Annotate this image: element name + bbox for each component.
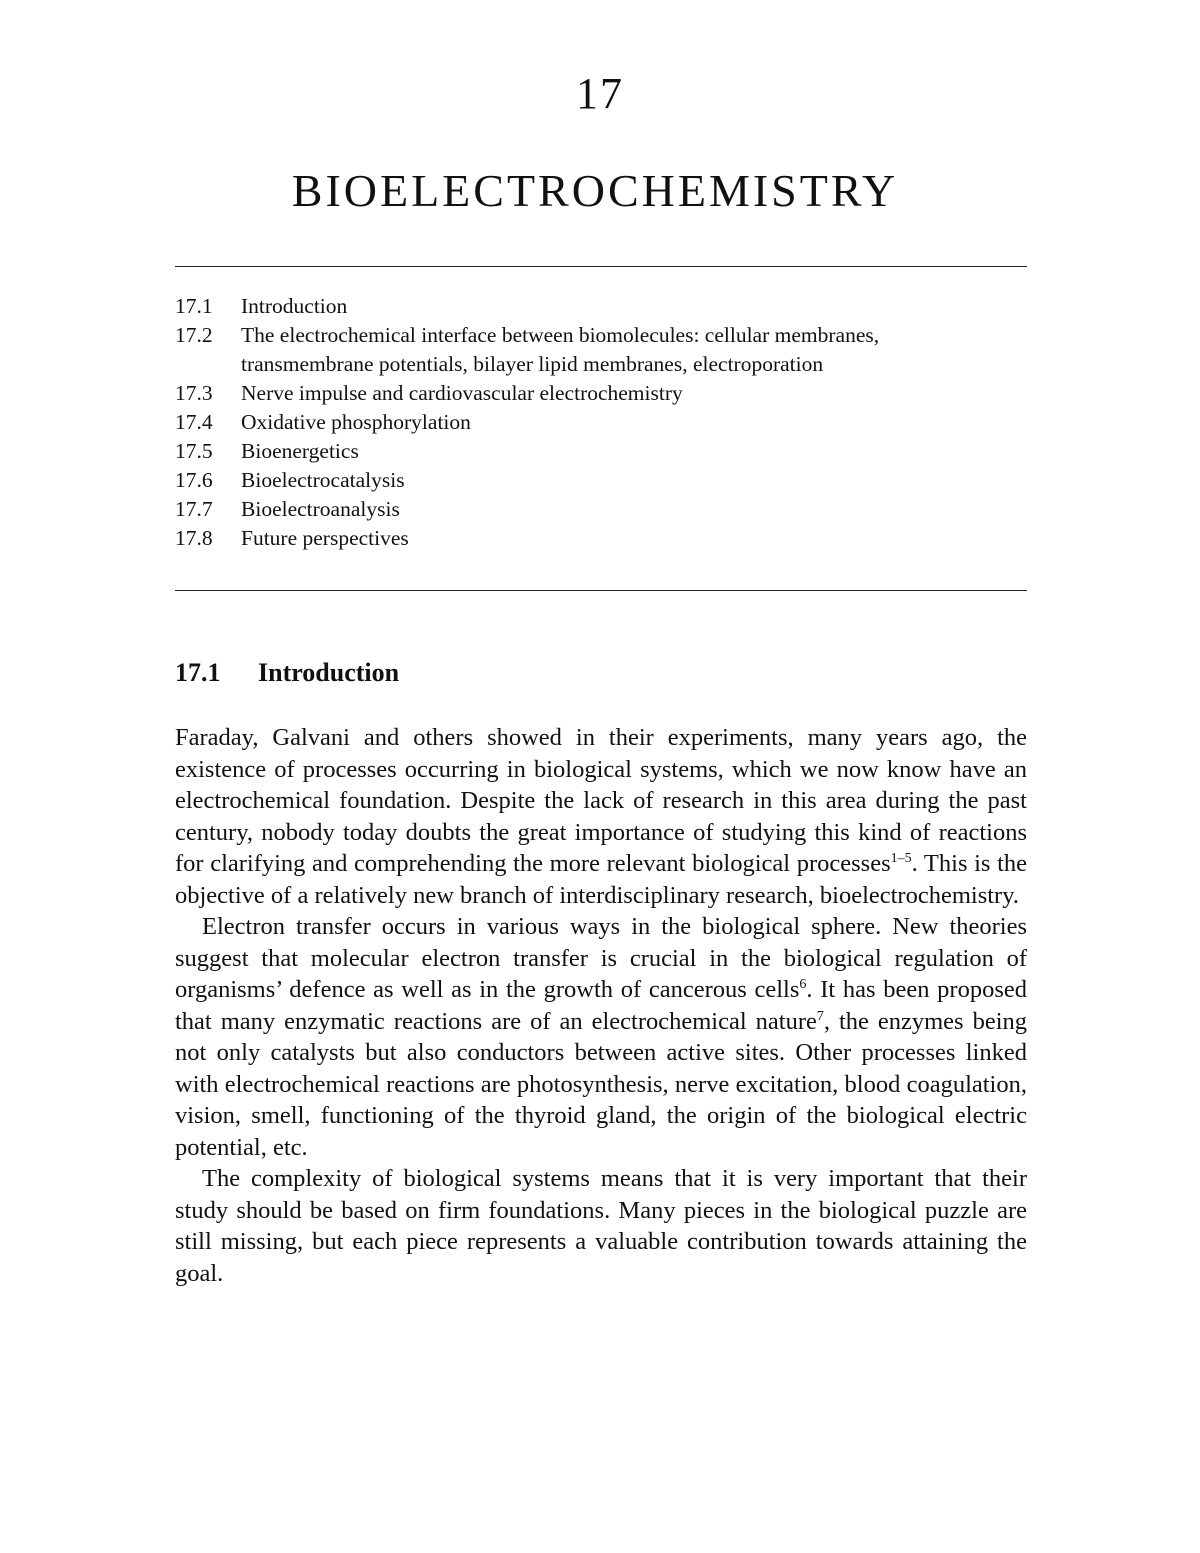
toc-entry-number: 17.4 (175, 410, 213, 434)
toc-entry-title: Bioelectrocatalysis (241, 468, 405, 492)
toc-entry-number: 17.3 (175, 381, 213, 405)
paragraph-text: Electron transfer occurs in various ways in the biological sphere. New theories suggest that molecular electron transfer is crucial in the biological regulation of organisms’ defence as well as in the growth of cancerous cells (175, 913, 1027, 1003)
toc-entry-title-line: The electrochemical interface between biomolecules: cellular membranes, (241, 323, 880, 347)
top-divider (175, 266, 1027, 267)
toc-entry-number: 17.1 (175, 294, 213, 318)
reference-marker: 1–5 (890, 851, 912, 866)
toc-entry (175, 466, 1035, 495)
toc-entry (175, 321, 1035, 379)
toc-entry (175, 524, 1035, 553)
toc-entry-title: Oxidative phosphorylation (241, 410, 471, 434)
toc-entry-number: 17.6 (175, 468, 213, 492)
toc-entry (175, 379, 1035, 408)
section-heading (175, 658, 399, 688)
toc-entry-title: Future perspectives (241, 526, 409, 550)
paragraph (175, 722, 1027, 911)
toc-entry-title: Bioelectroanalysis (241, 497, 400, 521)
paragraph-text: . This is the objective of a relatively new branch of interdisciplinary research, bioelectrochemistry. (175, 850, 1027, 909)
body-text (175, 722, 1027, 1289)
reference-marker: 6 (799, 977, 807, 992)
paragraph (175, 911, 1027, 1163)
toc-entry (175, 495, 1035, 524)
toc-entry-title-line: transmembrane potentials, bilayer lipid membranes, electroporation (241, 352, 824, 376)
toc-entry (175, 437, 1035, 466)
toc-entry-title: Nerve impulse and cardiovascular electrochemistry (241, 381, 683, 405)
section-title: Introduction (258, 658, 400, 687)
toc-entry (175, 292, 1035, 321)
toc-entry-number: 17.7 (175, 497, 213, 521)
reference-marker: 7 (816, 1008, 824, 1024)
chapter-contents (175, 292, 1035, 553)
toc-entry-number: 17.8 (175, 526, 213, 550)
chapter-number: 17 (576, 69, 624, 118)
toc-entry-title: Introduction (241, 294, 348, 318)
paragraph-text: . It has been proposed that many enzymatic reactions are of an electrochemical nature (175, 976, 1027, 1035)
paragraph-text: , the enzymes being not only catalysts but also conductors between active sites. Other processes linked with electrochemical reactions are photosynthesis, nerve excitation, blood coagulation, vision, smell, functioning of the thyroid gland, the origin of the biological electric potential, etc. (175, 1007, 1028, 1161)
paragraph-text: The complexity of biological systems means that it is very important that their study should be based on firm foundations. Many pieces in the biological puzzle are still missing, but each piece represents a valuable contribution towards attaining the goal. (175, 1165, 1027, 1287)
paragraph-text: Faraday, Galvani and others showed in their experiments, many years ago, the existence of processes occurring in biological systems, which we now know have an electrochemical foundation. Despite the lack of research in this area during the past century, nobody today doubts the great importance of studying this kind of reactions for clarifying and comprehending the more relevant biological processes (175, 724, 1027, 877)
bottom-divider (175, 590, 1027, 591)
toc-entry-number: 17.2 (175, 323, 213, 347)
paragraph (175, 1163, 1027, 1289)
toc-entry-number: 17.5 (175, 439, 213, 463)
section-number: 17.1 (175, 658, 221, 687)
chapter-title: BIOELECTROCHEMISTRY (291, 165, 899, 216)
toc-entry (175, 408, 1035, 437)
toc-entry-title: Bioenergetics (241, 439, 359, 463)
toc-entry-title (241, 321, 1035, 379)
